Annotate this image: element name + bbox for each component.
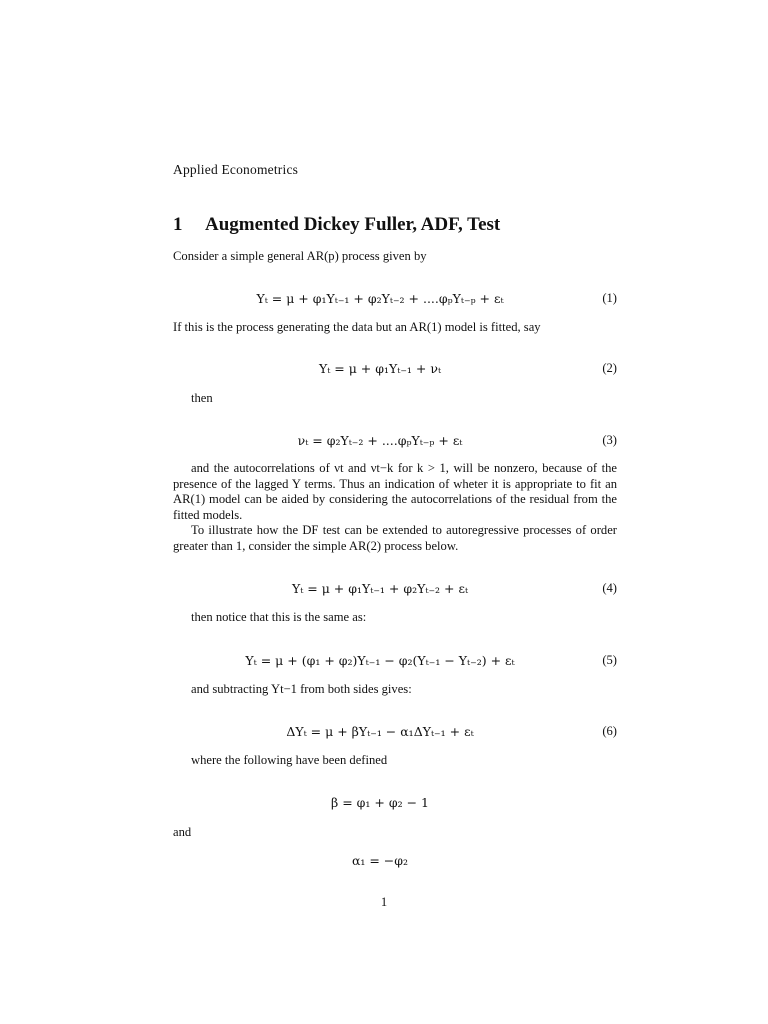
equation-6-tag: (6) — [602, 724, 617, 738]
equation-1 — [173, 291, 617, 309]
equation-3 — [173, 433, 617, 451]
equation-4 — [173, 581, 617, 599]
running-header: Applied Econometrics — [173, 162, 299, 177]
equation-3-tag: (3) — [602, 433, 617, 447]
equation-6 — [173, 724, 617, 742]
equation-beta-expression: β = φ₁ + φ₂ − 1 — [331, 795, 429, 810]
page-number: 1 — [380, 895, 388, 909]
equation-2-tag: (2) — [602, 361, 617, 375]
paragraph-intro: Consider a simple general AR(p) process given by — [173, 249, 427, 263]
equation-5-expression: Yₜ = μ + (φ₁ + φ₂)Yₜ₋₁ − φ₂(Yₜ₋₁ − Yₜ₋₂) + εₜ — [245, 653, 515, 668]
equation-alpha — [173, 853, 617, 871]
paragraph-autocorrelations: and the autocorrelations of νt and νt−k for k > 1, will be nonzero, because of the presence of the lagged Y terms. Thus an indication of wheter it is appropriate to fit an AR(1) model can be aided by considering the autocorrelations of the residual from the fitted models. — [173, 461, 617, 522]
equation-3-expression: νₜ = φ₂Yₜ₋₂ + ....φₚYₜ₋ₚ + εₜ — [297, 433, 463, 448]
equation-2-expression: Yₜ = μ + φ₁Yₜ₋₁ + νₜ — [318, 361, 442, 376]
equation-4-expression: Yₜ = μ + φ₁Yₜ₋₁ + φ₂Yₜ₋₂ + εₜ — [291, 581, 469, 596]
equation-5 — [173, 653, 617, 671]
paragraph-same-as: then notice that this is the same as: — [191, 610, 367, 624]
equation-beta — [173, 795, 617, 813]
equation-4-tag: (4) — [602, 581, 617, 595]
equation-2 — [173, 361, 617, 379]
paragraph-subtracting: and subtracting Yt−1 from both sides gives: — [191, 682, 412, 696]
paragraph-ar1-fit: If this is the process generating the data but an AR(1) model is fitted, say — [173, 320, 541, 334]
section-title: Augmented Dickey Fuller, ADF, Test — [205, 214, 501, 235]
equation-6-expression: ΔYₜ = μ + βYₜ₋₁ − α₁ΔYₜ₋₁ + εₜ — [286, 724, 474, 739]
paragraph-then: then — [191, 391, 213, 405]
paragraph-defined: where the following have been defined — [191, 753, 388, 767]
equation-1-tag: (1) — [602, 291, 617, 305]
section-heading — [173, 214, 500, 236]
equation-5-tag: (5) — [602, 653, 617, 667]
equation-alpha-expression: α₁ = −φ₂ — [351, 853, 409, 868]
paragraph-df-extension: To illustrate how the DF test can be extended to autoregressive processes of order greater than 1, consider the simple AR(2) process below. — [173, 523, 617, 553]
equation-1-expression: Yₜ = μ + φ₁Yₜ₋₁ + φ₂Yₜ₋₂ + ....φₚYₜ₋ₚ + εₜ — [256, 291, 504, 306]
section-number: 1 — [173, 214, 183, 235]
paragraph-and: and — [173, 825, 192, 839]
